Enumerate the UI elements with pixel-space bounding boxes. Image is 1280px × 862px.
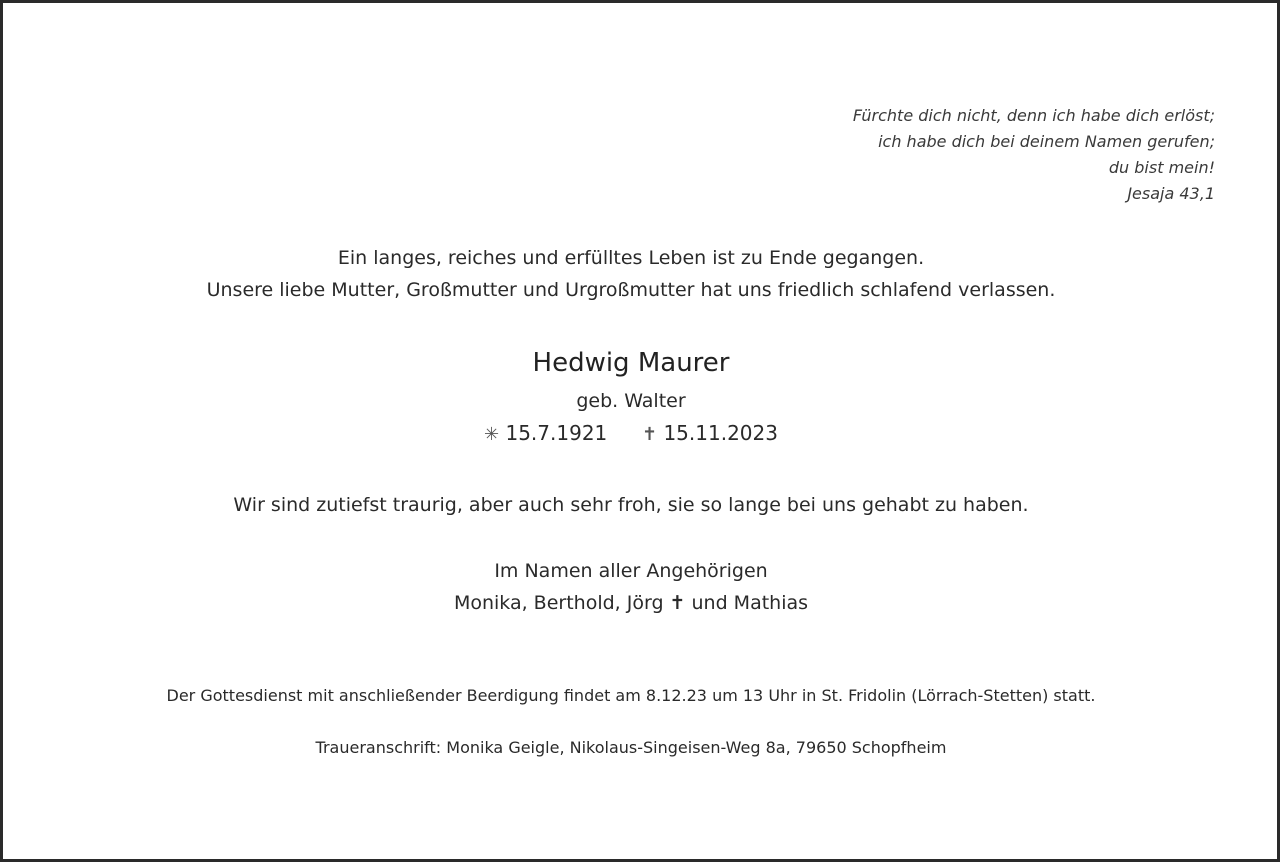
birth-date: 15.7.1921 (505, 421, 608, 445)
intro-text (3, 242, 1259, 306)
signature-block (3, 555, 1259, 619)
death-date: 15.11.2023 (663, 421, 778, 445)
intro-line-2: Unsere liebe Mutter, Großmutter und Urgroßmutter hat uns friedlich schlafend verlassen. (206, 279, 1056, 301)
signature-intro: Im Namen aller Angehörigen (494, 560, 768, 582)
verse-line: Fürchte dich nicht, denn ich habe dich erlöst; (852, 106, 1215, 125)
signature-names: Monika, Berthold, Jörg ✝ und Mathias (453, 592, 809, 614)
verse-line: du bist mein! (1108, 158, 1215, 177)
intro-line-1: Ein langes, reiches und erfülltes Leben ist zu Ende gegangen. (337, 247, 925, 269)
life-dates (3, 419, 1259, 449)
birth-star-icon: ✳ (484, 424, 500, 445)
mourning-address: Traueranschrift: Monika Geigle, Nikolaus-Singeisen-Weg 8a, 79650 Schopfheim (315, 738, 947, 757)
bible-verse (853, 103, 1215, 207)
funeral-service-info: Der Gottesdienst mit anschließender Beerdigung findet am 8.12.23 um 13 Uhr in St. Fridolin (Lörrach-Stetten) statt. (166, 686, 1096, 705)
death-cross-icon: ✝ (642, 424, 658, 445)
verse-reference: Jesaja 43,1 (1127, 184, 1215, 203)
birth-name: geb. Walter (576, 390, 686, 412)
mourning-sentence: Wir sind zutiefst traurig, aber auch sehr froh, sie so lange bei uns gehabt zu haben. (233, 494, 1029, 516)
verse-line: ich habe dich bei deinem Namen gerufen; (878, 132, 1215, 151)
deceased-name: Hedwig Maurer (532, 348, 730, 378)
